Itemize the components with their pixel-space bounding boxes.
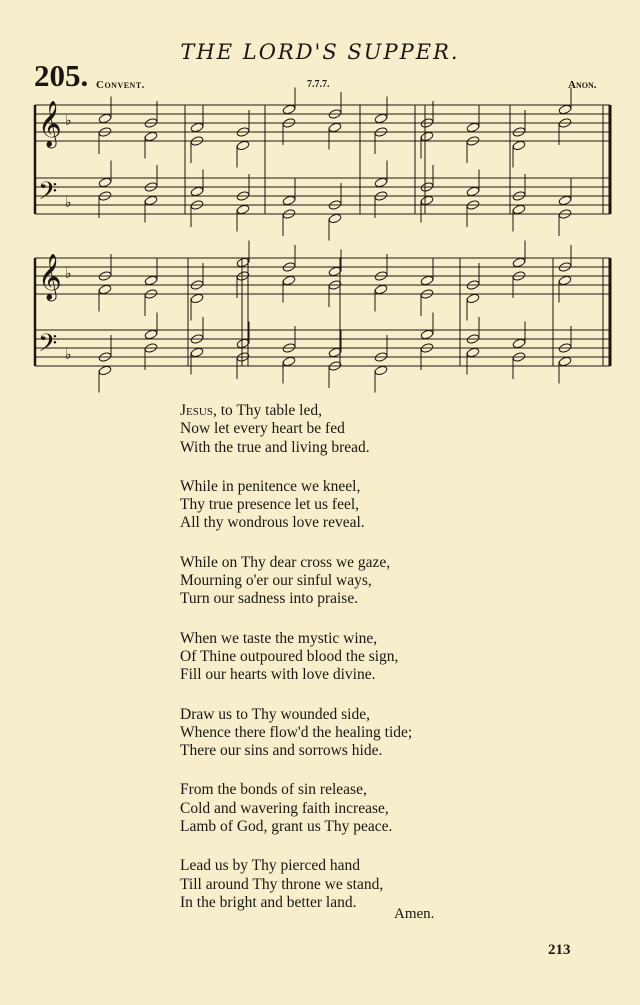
system-1 <box>35 88 610 241</box>
stanza-5 <box>180 706 480 761</box>
svg-text:♭: ♭ <box>65 266 72 282</box>
stanza-6 <box>180 781 480 836</box>
stanza-2 <box>180 478 480 533</box>
svg-text:𝄢: 𝄢 <box>38 177 58 212</box>
verse-line: Fill our hearts with love divine. <box>180 666 376 684</box>
stanza-3 <box>180 554 480 609</box>
verse-line: Turn our sadness into praise. <box>180 590 359 608</box>
svg-text:♭: ♭ <box>65 195 72 211</box>
svg-text:♭: ♭ <box>65 347 72 363</box>
verse-line: Of Thine outpoured blood the sign, <box>180 647 399 665</box>
svg-text:♭: ♭ <box>65 113 72 129</box>
verse-line: There our sins and sorrows hide. <box>180 742 383 760</box>
verse-line: Thy true presence let us feel, <box>180 496 360 514</box>
page-number: 213 <box>548 942 571 958</box>
verse-line: Now let every heart be fed <box>180 420 345 438</box>
tune-name: Convent. <box>96 79 145 91</box>
verse-line: When we taste the mystic wine, <box>180 629 378 647</box>
system-2 <box>35 241 610 393</box>
page-title: THE LORD'S SUPPER. <box>180 40 460 64</box>
first-word: Jesus <box>180 402 213 419</box>
verse-line: While on Thy dear cross we gaze, <box>180 553 391 571</box>
svg-text:𝄞: 𝄞 <box>38 101 62 147</box>
music-score <box>0 0 640 400</box>
hymn-number: 205. <box>34 58 89 93</box>
verse-line: All thy wondrous love reveal. <box>180 514 365 532</box>
composer-label: Anon. <box>568 79 597 91</box>
verse-line: Cold and wavering faith increase, <box>180 799 389 817</box>
stanza-1 <box>180 402 480 457</box>
amen-label: Amen. <box>394 906 435 922</box>
hymn-verses <box>180 402 480 933</box>
verse-line: Whence there flow'd the healing tide; <box>180 723 413 741</box>
verse-line: While in penitence we kneel, <box>180 477 361 495</box>
verse-line: In the bright and better land. <box>180 893 357 911</box>
stanza-7 <box>180 857 480 912</box>
svg-text:𝄢: 𝄢 <box>38 329 58 364</box>
meter-label: 7.7.7. <box>307 79 330 90</box>
verse-line: Lead us by Thy pierced hand <box>180 857 361 875</box>
verse-line: Mourning o'er our sinful ways, <box>180 572 372 590</box>
verse-line: Lamb of God, grant us Thy peace. <box>180 818 393 836</box>
verse-line: Jesus, to Thy table led, <box>180 402 322 419</box>
verse-line: With the true and living bread. <box>180 438 370 456</box>
verse-line: Draw us to Thy wounded side, <box>180 705 370 723</box>
verse-line: Till around Thy throne we stand, <box>180 875 384 893</box>
svg-text:𝄞: 𝄞 <box>38 254 62 300</box>
verse-line: From the bonds of sin release, <box>180 781 367 799</box>
stanza-4 <box>180 630 480 685</box>
